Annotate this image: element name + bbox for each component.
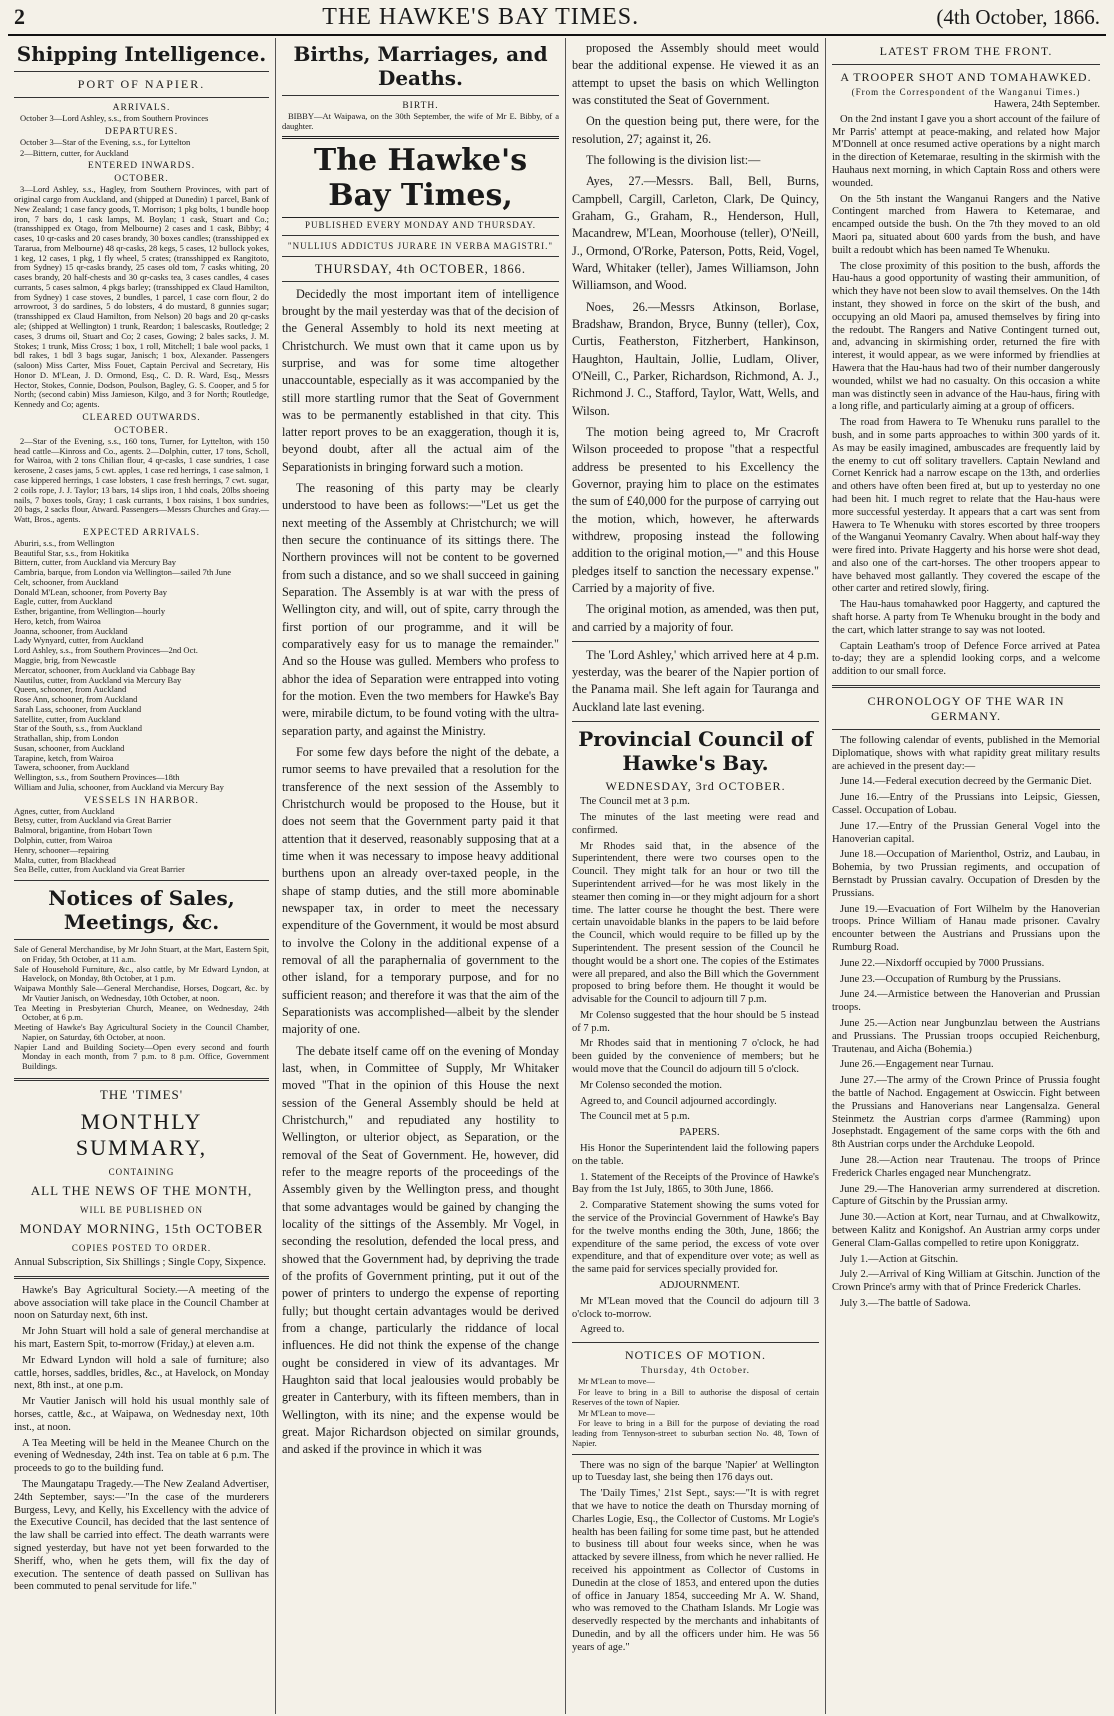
front-report (832, 114, 1100, 679)
list-item: June 23.—Occupation of Rumburg by the Prussians. (840, 973, 1061, 985)
paragraph: 2. Comparative Statement showing the sums voted for the service of the Provincial Government of Hawke's Bay for the twelve months ending the 30th, June, 1866; the expenditure of the same period, the excess of vote over expenditure, and that of expenditure over vote; as well as the same paid for services specially provided for. (572, 1200, 819, 1276)
ad-published: WILL BE PUBLISHED ON (80, 1205, 203, 1216)
paragraph: The following is the division list:— (586, 152, 761, 167)
list-item: Sale of Household Furniture, &c., also cattle, by Mr Edward Lyndon, at Havelock, on Monday, 8th October, at 1 p.m. (14, 963, 269, 984)
list-item: June 14.—Federal execution decreed by the Germanic Diet. (840, 776, 1092, 788)
list-item: Beautiful Star, s.s., from Hokitika (14, 547, 129, 558)
list-item: Nautilus, cutter, from Auckland via Mercury Bay (14, 674, 182, 685)
published-line: PUBLISHED EVERY MONDAY AND THURSDAY. (304, 219, 537, 230)
list-item: Dolphin, cutter, from Wairoa (14, 835, 113, 845)
list-item: October 3—Star of the Evening, s.s., for Lyttelton (20, 136, 191, 147)
column-4 (826, 38, 1106, 1714)
list-item: Agnes, cutter, from Auckland (14, 805, 115, 816)
list-item: Cambria, barque, from London via Wellington—sailed 7th June (14, 567, 232, 578)
paragraph: Agreed to, and Council adjourned accordingly. (580, 1095, 777, 1107)
newspaper-title: THE HAWKE'S BAY TIMES. (322, 4, 640, 30)
motto: "NULLIUS ADDICTUS JURARE IN VERBA MAGISTRI." (287, 240, 554, 251)
list-item: Sarah Lass, schooner, from Auckland (14, 703, 142, 714)
list-item: Aburiri, s.s., from Wellington (14, 537, 115, 548)
list-item: Waipawa Monthly Sale—General Merchandise, Horses, Dogcart, &c. by Mr Vautier Janisch, on Wednesday, 10th October, at noon. (14, 983, 269, 1003)
motion-list: Mr M'Lean to move— For leave to bring in a Bill to authorise the disposal of certain Reserves of the town of Napier. Mr M'Lean to move— For leave to bring in a Bill for the purpose of deviating the road leading from Tennyson-street to suburban section No. 48, Town of Napier. (572, 1376, 819, 1448)
paragraph: The 'Lord Ashley,' which arrived here at 4 p.m. yesterday, was the bearer of the Napier portion of the Panama mail. She left again for Tauranga and Auckland late last evening. (572, 647, 819, 714)
list-item: Wellington, s.s., from Southern Provinces—18th (14, 772, 180, 783)
paragraph: Mr Colenso suggested that the hour should be 5 instead of 7 p.m. (572, 1009, 819, 1034)
editorial (282, 286, 559, 1459)
list-item: June 26.—Engagement near Turnau. (840, 1059, 994, 1071)
birth-notice: BIBBY—At Waipawa, on the 30th September, the wife of Mr E. Bibby, of a daughter. (282, 111, 559, 131)
masthead (8, 4, 1106, 36)
front-subheading: A TROOPER SHOT AND TOMAHAWKED. (840, 70, 1092, 84)
list-item: Sea Belle, cutter, from Auckland via Great Barrier (14, 864, 185, 875)
list-item: July 3.—The battle of Sadowa. (840, 1297, 971, 1309)
shipping-heading: Shipping Intelligence. (16, 42, 267, 66)
paragraph: The motion being agreed to, Mr Cracroft Wilson proceeded to propose "that a respectful address be presented to his Excellency the Governor, praying him to place on the estimates the sum of £40,000 for the purpose of carrying out the motion, which, however, he afterwards withdrew, proposing instead the following addition to the original motion,—" and this House pledges itself to sanction the necessary expense." Carried by a majority of five. (572, 424, 819, 595)
local-news (14, 1285, 269, 1594)
entered-label: ENTERED INWARDS. (87, 161, 196, 172)
list-item: Betsy, cutter, from Auckland via Great Barrier (14, 815, 172, 826)
front-dateline: Hawera, 24th September. (993, 99, 1100, 110)
ad-times: THE 'TIMES' (99, 1087, 184, 1103)
paragraph: The Hau-haus tomahawked poor Haggerty, and captured the shaft horse. A party from Te Whenuku brought in the body and the cart, which latter strange to say was not looted. (832, 599, 1100, 636)
list-item: October 3—Lord Ashley, s.s., from Southern Provinces (20, 113, 209, 123)
list-item: June 16.—Entry of the Prussians into Leipsic, Giessen, Cassel. Occupation of Lobau. (832, 792, 1100, 817)
list-item: Lord Ashley, s.s., from Southern Provinces—2nd Oct. (14, 645, 198, 656)
paragraph: The road from Hawera to Te Whenuku runs parallel to the bush, and in some parts approaches to within 300 yards of it. As may be easily imagined, ambuscades are frequently laid by the enemy to cut off solitary travellers. Captain Newland and Cornet Kenrick had a narrow escape on the 13th, and orderlies and others have often been fired at, but up to yesterday no one had been hit. I much regret to relate that the Hau-haus were more successful yesterday. It appears that a cart was sent from Hawera to Te Whenuku with stores escorted by three troopers of the Wanganui Yeomanry Cavalry. When about half-way they were fired into. Private Haggerty and his horse were shot dead, and also one of the cart-horses. The other troopers appear to have behaved most gallantly. They covered the escape of the other carter and retired slowly, firing. (832, 417, 1100, 595)
list-item: Eagle, cutter, from Auckland (14, 596, 113, 607)
paragraph: Decidedly the most important item of intelligence brought by the mail yesterday was that of the decision of the General Assembly to hold its next meeting at Christchurch. We must own that it came upon us by surprise, and was for some time altogether unaccountable, especially as it was accompanied by the still more startling rumor that the Seat of Government was to be permanently established in that city. This latter report proves to be an exaggeration, though it is, beyond doubt, after all the actual aim of the Separationists in bringing forward such a motion. (282, 286, 559, 474)
chronology (832, 735, 1100, 1311)
editorial-continued (572, 40, 819, 636)
arrivals-list (14, 114, 269, 124)
front-heading: LATEST FROM THE FRONT. (879, 44, 1053, 58)
list-item: 2—Bittern, cutter, for Auckland (20, 147, 129, 158)
paragraph: The original motion, as amended, was then put, and carried by a majority of four. (572, 602, 819, 634)
list-item: Strathallan, ship, from London (14, 733, 119, 744)
paragraph: There was no sign of the barque 'Napier' at Wellington up to Tuesday last, she being then 176 days out. (572, 1459, 819, 1484)
page-number: 2 (14, 4, 25, 29)
paragraph: For some few days before the night of the debate, a rumor seems to have prevailed that a resolution for the transference of the next session of the Assembly to Christchurch would be proposed to the House, but it does not seem that the Government party paid it that attention that it deserved, reasonably supposing that at a time when it was necessary to impose heavy additional burthens upon an already over-taxed people, in the shape of stamp duties, and the still more abominable newspaper tax, in order to meet the necessary expenditure of the Government, it would be most absurd to involve the Colony in the additional expense of a removal of all the paraphernalia of government to the other island, for a temporary purpose, and for no sufficient reason; and therefore it was that the aim of the Separationists was accomplished—albeit by the slender majority of one. (282, 745, 559, 1037)
paragraph: proposed the Assembly should meet would bear the additional expense. He viewed it as an attempt to upset the basis on which Wellington was constituted the Seat of Government. (572, 41, 819, 107)
expected-list (14, 539, 269, 793)
notices-heading: Notices of Sales, Meetings, &c. (48, 886, 235, 935)
list-item: June 24.—Armistice between the Hanoverian and Prussian troops. (832, 989, 1100, 1014)
chronology-heading: CHRONOLOGY OF THE WAR IN GERMANY. (867, 694, 1065, 724)
list-item: Balmoral, brigantine, from Hobart Town (14, 825, 153, 836)
motion-date: Thursday, 4th October. (641, 1366, 750, 1377)
list-item: June 18.—Occupation of Marienthol, Ostriz, and Laubau, in Bohemia, by two Prussian regiments, and occupation of Bernstadt by Prussian cavalry. Occupation of Dresden by the Prussians. (832, 849, 1100, 899)
entered-text: 3—Lord Ashley, s.s., Hagley, from Southern Provinces, with part of original cargo from Auckland, and (shipped at Dunedin) 1 parcel, Bank of New Zealand; 1 case fancy goods, T. Morrison; 1 pkg bolts, 1 bundle hoop iron, 7 bars do, 1 cask lamps, M. Boylan; 1 cask, Stuart and Co.; (transshipped ex Otago, from Melbourne) 2 cases and 1 cask, Bibby; 4 cases, 10 qr-casks and 20 cases brandy, 30 boxes candles; (transshipped ex Tararua, from Melbourne) 48 qr-casks, 28 kegs, 5 cases, 12 bullock yokes, 1 keg, 12 cases, 1 pkg, 1 fly wheel, 5 crates; (transshipped ex Rangitoto, from Sydney) 15 qr-casks brandy, 25 cases old tom, 7 casks whiting, 20 cases brandy, 20 half-chests and 30 qr-casks tea, 3 cases candles, 4 cases currants, 5 cases salmon, 4 pkgs barley; (transshipped ex Claud Hamilton, from Sydney) 1 case stoves, 2 bundles, 1 parcel, 1 case corn flour, 2 do arrowroot, 3 do sardines, 5 do lobsters, 4 do mustard, 8 gunnies sugar; (transshipped ex Claud Hamilton, from Nelson) 20 bags and 20 qr-casks ale; (shipped at Wellington) 1 trunk, Reardon; 1 balescasks, Routledge; 2 cases, 3 drums oil, Stuart and Co; 2 cases, Gowing; 2 bales sacks, J. M. Stokes; 1 trunk, Miss Cross; 1 box, 1 roll, Mitchell; 1 bale wool packs, 1 bdl rakes, 1 bdl 3 bags sugar, Janisch; 1 box, Alexander. Passengers (saloon) Miss Carter, Miss Fouet, Captain Percival and Secretary, His Honor D. M'Lean, J. D. Ormond, Esq., C. D. R. Ward, Esq., Messrs Hector, Stokes, Connie, Dodson, Poulson, Bagley, G. S. Cooper, and 5 for North; (second cabin) Miss Jamieson, Kilgo, and 3 for North; Routledge, Kennedy and Co; agents. (14, 184, 269, 410)
list-item: Lady Wynyard, cutter, from Auckland (14, 635, 144, 646)
list-item: Esther, brigantine, from Wellington—hourly (14, 606, 166, 617)
paragraph: 1. Statement of the Receipts of the Province of Hawke's Bay from the 1st July, 1865, to 30th June, 1866. (572, 1171, 819, 1196)
list-item: Rose Ann, schooner, from Auckland (14, 694, 138, 705)
paragraph: The debate itself came off on the evening of Monday last, when, in Committee of Supply, Mr Whitaker moved "That in the opinion of this House the next session of the General Assembly should be held at Christchurch," and repudiated any hostility to Wellington, or ulterior object, as Separation, or the removal of the Seat of Government. He, however, did refer to the meagre reports of the proceedings of the Assembly given by the Wellington press, and thought that some advantages would be gained by changing the locality of the sittings of the Assembly. Mr Vogel, in seconding the resolution, defended the local press, and showed that the Government had, by depriving the trade of the profits of Government printing, put it out of the power of printers to undergo the expense of reporting fully; but thought certain advantages would be derived from a change, particularly the riddance of local influences. He did not think the expense of the change ought be considered in view of its advantages. Mr Haughton said that local jealousies would probably be greater in Canterbury, with its fifteen members, than in Wellington, with its nine; and the expense would be great. Major Richardson objected on similar grounds, and asked if the province in which it was (282, 1043, 559, 1457)
paragraph: Mr Vautier Janisch will hold his usual monthly sale of horses, cattle, &c., at Waipawa, on Wednesday next, 10th inst., at noon. (14, 1396, 269, 1433)
paragraph: Mr M'Lean moved that the Council do adjourn till 3 o'clock to-morrow. (572, 1295, 819, 1320)
list-item: July 1.—Action at Gitschin. (840, 1253, 959, 1265)
list-item: June 25.—Action near Jungbunzlau between the Austrians and Prussians. The Prussian troops occupied Reichenburg, Trautenau, and Aicha (Bohemia.) (832, 1018, 1100, 1055)
birth-label: BIRTH. (402, 101, 439, 111)
bmd-heading: Births, Marriages, and Deaths. (293, 42, 548, 90)
list-item: Star of the South, s.s., from Auckland (14, 723, 142, 734)
arrivals-label: ARRIVALS. (112, 103, 171, 113)
list-item: June 22.—Nixdorff occupied by 7000 Prussians. (840, 957, 1045, 969)
ad-subscription: Annual Subscription, Six Shillings ; Single Copy, Sixpence. (14, 1257, 266, 1269)
paragraph: Mr Rhodes said that in mentioning 7 o'clock, he had been guided by the convenience of members; but he would move that the Council do adjourn till 5 o'clock. (572, 1038, 819, 1076)
list-item: Susan, schooner, from Auckland (14, 742, 125, 753)
list-item: Hero, ketch, from Wairoa (14, 615, 101, 626)
paragraph: A Tea Meeting will be held in the Meanee Church on the evening of Wednesday, 24th inst. Tea on table at 6 p.m. The proceeds to go to the building fund. (14, 1437, 269, 1475)
late-news (572, 1460, 819, 1655)
column-3 (566, 38, 826, 1714)
issue-date: (4th October, 1866. (936, 5, 1100, 29)
list-item: Sale of General Merchandise, by Mr John Stuart, at the Mart, Eastern Spit, on Friday, 5th October, at 11 a.m. (14, 944, 269, 964)
list-item: Meeting of Hawke's Bay Agricultural Society in the Council Chamber, Napier, on Saturday, 6th October, at noon. (14, 1022, 269, 1042)
paragraph: Mr Rhodes said that, in the absence of the Superintendent, there were two courses open to the Council. They might talk for an hour or two till the Superintendent arrived—for he was most likely in the steamer then coming in—or they might adjourn for a short time. The latter course he thought the best. There were certain unavoidable blanks in the papers to be laid before the Council, which would require to be filled up by the Superintendent. The present session of the Council he thought would be a short one. The copies of the Estimates were all prepared, and also the Bill which the Government proposed to bring before them. He thought it would be advisable for the Council to adjourn till 7 p.m. (572, 840, 819, 1006)
paragraph: Ayes, 27.—Messrs. Ball, Bell, Burns, Campbell, Cargill, Carleton, Clark, De Quincy, Graham, G., Graham, R., Henderson, Hull, Macandrew, M'Lean, Moorhouse (teller), O'Neill, J., Ormond, O'Rorke, Paterson, Potts, Reid, Vogel, Ward, Whitaker (teller), James Williamson, John Williamson, and Wood. (572, 174, 819, 293)
cleared-text: 2—Star of the Evening, s.s., 160 tons, Turner, for Lyttelton, with 150 head cattle—Kinross and Co., agents. 2—Dolphin, cutter, 17 tons, Scholl, for Wairoa, with 2 tons Chilian flour, 4 qr-casks, 1 case sundries, 1 case kerosene, 2 cases jams, 5 cwt. apples, 1 case red herrings, 1 case salmon, 1 case kippered herrings, 1 case lobsters, 1 case fresh herrings, 7 cwt. sugar, 2 coils rope, J. J. Taylor; 13 bars, 14 slips iron, 1 hhd coals, 20lbs shoeing nails, 7 boxes tools, Gray; 1 cask currants, 1 box raisins, 1 box sundries, 20 bags, 2 sacks flour, Atward. Passengers—Messrs Churches and Gray.—Watt, Bros., agents. (14, 435, 269, 525)
paragraph: The close proximity of this position to the bush, affords the Hau-haus a good opportunity of wasting their ammunition, of which they have not been slow to avail themselves. On the 14th instant, they showed in force on the skirt of the bush, and occupying an old Maori pa, amused themselves by firing into the redoubt. The Rangers and Native Contingent turned out, and, advancing in skirmishing order, returned the fire with interest, it would appear, as we were informed by friendlies at Hawera that the Hau-haus had two of their number dangerously wounded, whilst we had no casualty. On this occasion a white man was distinctly seen in advance of the Hau-haus, firing with a long rifle, and particularly aiming at a group of officers. (832, 260, 1100, 413)
list-item: June 17.—Entry of the Prussian General Vogel into the Hanoverian capital. (832, 820, 1100, 845)
list-item: Bittern, cutter, from Auckland via Mercury Bay (14, 557, 177, 568)
paragraph: His Honor the Superintendent laid the following papers on the table. (572, 1143, 819, 1167)
paragraph: Agreed to. (580, 1324, 625, 1336)
ad-news: ALL THE NEWS OF THE MONTH, (30, 1183, 253, 1199)
list-item: Queen, schooner, from Auckland (14, 684, 127, 695)
council-report (572, 796, 819, 1337)
list-item: Maggie, brig, from Newcastle (14, 654, 117, 665)
expected-label: EXPECTED ARRIVALS. (82, 527, 201, 538)
cleared-label: CLEARED OUTWARDS. (82, 412, 201, 423)
ad-containing: CONTAINING (108, 1167, 175, 1178)
paragraph: The minutes of the last meeting were read and confirmed. (572, 811, 819, 836)
list-item: Tea Meeting in Presbyterian Church, Meanee, on Wednesday, 24th October, at 6 p.m. (14, 1002, 269, 1023)
cleared-month: OCTOBER. (114, 425, 169, 436)
paragraph: The reasoning of this party may be clearly understood to have been as follows:—"Let us get the next meeting of the Assembly at Christchurch; we will then secure the continuance of its sittings there. The Northern provinces will not be content to be governed from such a distance, and so we shall succeed in gaining Separation. The Assembly is at war with the press of Wellington city, and will, out of spite, carry through the first portion of our programme, and it will be comparatively easy for us to manage the remainder." And so the House was gulled. Members who profess to abhor the idea of Separation were entrapped into voting for the motion. Even the two members for Hawke's Bay were, mirabile dictum, to be found voting with the ultra-separation party, and against the Ministry. (282, 481, 559, 738)
list-item: June 27.—The army of the Crown Prince of Prussia fought the battle of Nachod. Engagement at Oswiccin. Fight between the Prussians and Hanoverians near Langensalza. General Steinmetz the Austrian corps d'armee (Ramming) upon Josephstadt. Engagement of the same corps with the 6th and 8th Austrian corps under the Archduke Leopold. (832, 1075, 1100, 1151)
list-item: Donald M'Lean, schooner, from Poverty Bay (14, 586, 167, 597)
list-item: Tawera, schooner, from Auckland (14, 762, 129, 773)
subheading: ADJOURNMENT. (659, 1280, 740, 1292)
column-2 (276, 38, 566, 1714)
departures-list (14, 138, 269, 159)
paragraph: On the question being put, there were, for the resolution, 27; against it, 26. (572, 114, 819, 146)
paper-name: The Hawke's Bay Times, (282, 136, 559, 218)
list-item: Celt, schooner, from Auckland (14, 576, 119, 587)
ad-copies: COPIES POSTED TO ORDER. (71, 1243, 212, 1254)
list-item: Satellite, cutter, from Auckland (14, 713, 121, 724)
list-item: June 28.—Action near Trautenau. The troops of Prince Frederick Charles engaged near Munchengratz. (832, 1154, 1100, 1179)
notices-list (14, 945, 269, 1072)
list-item: William and Julia, schooner, from Auckland via Mercury Bay (14, 781, 224, 792)
departures-label: DEPARTURES. (104, 126, 179, 137)
list-item: July 2.—Arrival of King William at Gitschin. Junction of the Crown Prince's army with that of Prince Frederick Charles. (832, 1269, 1100, 1294)
paragraph: Hawke's Bay Agricultural Society.—A meeting of the above association will take place in the Council Chamber at noon on Saturday next, 6th inst. (14, 1284, 269, 1322)
list-item: June 19.—Evacuation of Fort Wilhelm by the Hanoverian troops. Prince William of Hanau made prisoner. Cavalry encounter between the Austrians and Prussians upon the Rumburg Road. (832, 903, 1100, 954)
list-item: June 30.—Action at Kort, near Turnau, and at Chwalkowitz, between Kalitz and Konigshof. An Austrian army corps under General Clam-Gallas compelled to retire upon Koniggratz. (832, 1212, 1100, 1249)
paragraph: Captain Leatham's troop of Defence Force arrived at Patea to-day; they are a splendid looking corps, and a welcome addition to our small force. (832, 640, 1100, 678)
list-item: Malta, cutter, from Blackhead (14, 854, 116, 865)
council-date: WEDNESDAY, 3rd OCTOBER. (605, 779, 786, 794)
subheading: PAPERS. (679, 1127, 720, 1139)
list-item: Mercator, schooner, from Auckland via Cabbage Bay (14, 664, 196, 675)
harbor-label: VESSELS IN HARBOR. (84, 795, 199, 806)
paragraph: Mr Colenso seconded the motion. (580, 1079, 723, 1091)
list-item: Tarapine, ketch, from Wairoa (14, 752, 114, 763)
paragraph: On the 5th instant the Wanganui Rangers and the Native Contingent marched from Hawera to Ketemarae, and encamped outside the bush. On the 7th they moved to an old Maori pa, situated about 600 yards from the bush, and have built a redoubt which has been named Te Whenuku. (832, 193, 1100, 256)
list-item: Henry, schooner—repairing (14, 844, 109, 855)
paragraph: The Maungatapu Tragedy.—The New Zealand Advertiser, 24th September, says:—"In the case of the murderers Burgess, Levy, and Kelly, his Excellency with the advice of the Executive Council, has decided that the last sentence of the law shall be carried into effect. The death warrants were signed yesterday, but have not yet been forwarded to the Sheriff, who, when he gets them, will fix the day of execution. The sentence of death passed on Sullivan has been commuted to penal servitude for life." (14, 1478, 269, 1593)
paragraph: The 'Daily Times,' 21st Sept., says:—"It is with regret that we have to notice the death on Thursday morning of Charles Logie, Esq., the Collector of Customs. Mr Logie's health has been failing for some time past, but he attended to business till about four weeks since, when he was attacked by severe illness, from which he never rallied. He received his appointment as Collector of Customs in Dunedin at the close of 1853, and entered upon the duties of office in January 1854, succeeding Mr A. W. Shand, who was removed to the Chatham Islands. Mr Logie was deservedly respected by the merchants and inhabitants of Dunedin, and by all the officers under him. He was 56 years of age." (572, 1488, 819, 1653)
column-1 (8, 38, 276, 1714)
editorial-dateline: THURSDAY, 4th OCTOBER, 1866. (282, 262, 559, 282)
paragraph: The following calendar of events, published in the Memorial Diplomatique, shows with what rapidity great military results are achieved in the present day:— (832, 735, 1100, 772)
front-source: (From the Correspondent of the Wanganui Times.) (851, 87, 1081, 97)
ad-title: MONTHLY SUMMARY, (75, 1109, 208, 1161)
entered-month: OCTOBER. (114, 174, 169, 185)
paragraph: Noes, 26.—Messrs Atkinson, Borlase, Bradshaw, Brandon, Bryce, Bunny (teller), Cox, Curtis, Featherston, Fitzherbert, Hankinson, Haughton, Haultain, Jollie, Ludlam, Oliver, O'Neill, C., Parker, Richardson, Richmond, A. J., Richmond J. C., Stafford, Taylor, Watt, Wells, and Wilson. (572, 299, 819, 418)
ad-date: MONDAY MORNING, 15th OCTOBER (19, 1221, 264, 1237)
monthly-summary-ad (14, 1087, 269, 1270)
paragraph: Mr John Stuart will hold a sale of general merchandise at his mart, Eastern Spit, to-morrow (Friday,) at eleven a.m. (14, 1326, 269, 1350)
harbor-list (14, 807, 269, 875)
paragraph: On the 2nd instant I gave you a short account of the failure of Mr Parris' attempt at peace-making, and related how Major M'Donnell at once resumed active operations by a night march in the direction of Ketemarae, resulting in the skirmish with the Hauhaus next morning, in which Captain Ross and others were wounded. (832, 113, 1100, 189)
list-item: June 29.—The Hanoverian army surrendered at discretion. Capture of Gitschin by the Prussian army. (832, 1183, 1100, 1208)
paragraph: Mr Edward Lyndon will hold a sale of furniture; also cattle, horses, saddles, bridles, &c., at Havelock, on Monday next, 8th inst., at one p.m. (14, 1354, 269, 1392)
motion-heading: NOTICES OF MOTION. (625, 1348, 766, 1363)
list-item: Napier Land and Building Society—Open every second and fourth Monday in each month, from 7 p.m. to 8 p.m. Office, Government Buildings. (14, 1041, 269, 1072)
council-heading: Provincial Council of Hawke's Bay. (578, 727, 813, 776)
paragraph: The Council met at 3 p.m. (580, 796, 690, 808)
port-heading: PORT OF NAPIER. (77, 77, 206, 91)
paragraph: The Council met at 5 p.m. (580, 1111, 690, 1123)
list-item: Joanna, schooner, from Auckland (14, 625, 128, 636)
